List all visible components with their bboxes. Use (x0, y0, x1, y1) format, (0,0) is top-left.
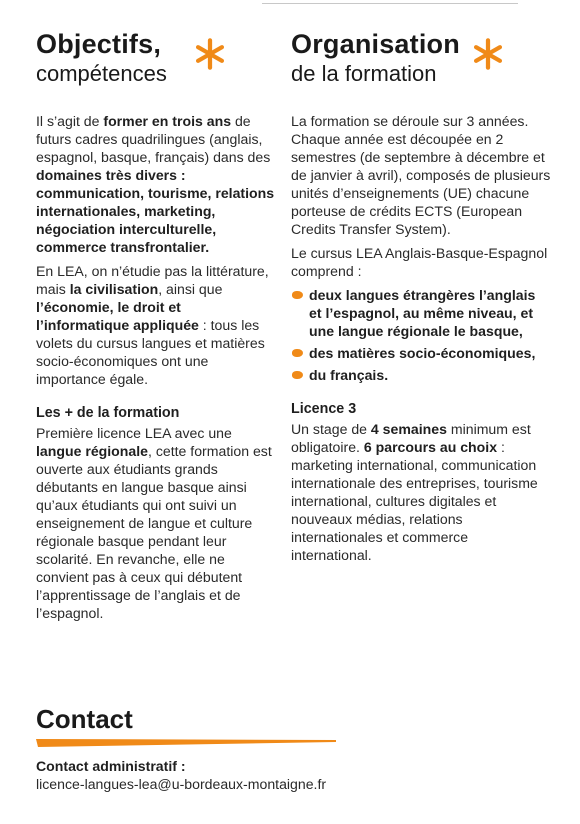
cursus-intro: Le cursus LEA Anglais-Basque-Espagnol comprend : (291, 245, 548, 279)
text-run: En LEA, on n’étudie pas la littérature, mais (36, 263, 269, 297)
asterisk-icon (193, 37, 227, 71)
text-run: Il s’agit de (36, 113, 104, 129)
text-run: : tous les volets du cursus langues et matières socio-économiques ont une importance égale. (36, 317, 265, 387)
text-run: : marketing international, communication internationale des entreprises, tourisme international, cultures digitales et nouveaux médias, relations internationales et commerce international. (291, 439, 538, 563)
contact-section (36, 703, 556, 793)
list-item: des matières socio-économiques, (291, 344, 551, 362)
list-item: du français. (291, 366, 551, 384)
organisation-subtitle: de la formation (291, 61, 437, 86)
cursus-list (291, 286, 551, 384)
emphasis-text: domaines très divers : communication, tourisme, relations internationales, marketing, négociation interculturelle, commerce transfrontalier. (36, 167, 275, 255)
emphasis-text: former en trois ans (103, 113, 232, 129)
objectifs-title: Objectifs, (36, 29, 162, 59)
organisation-title: Organisation (291, 29, 460, 59)
text-run: minimum est obligatoire. (291, 421, 531, 455)
emphasis-text: 6 parcours au choix (363, 439, 498, 455)
contact-label: Contact administratif : (36, 758, 186, 774)
text-run: , cette formation est ouverte aux étudiants grands débutants en langue basque ainsi qu’aux étudiants qui ont suivi un enseignement de langue et culture régionale basque pendant leur scolarité. En revanche, elle ne convient pas à ceux qui débutent l’apprentissage de l’anglais et de l’espagnol. (36, 443, 272, 621)
emphasis-text: l’économie, le droit et l’informatique appliquée (36, 299, 199, 333)
bullet-icon (292, 349, 303, 357)
contact-email[interactable]: licence-langues-lea@u-bordeaux-montaigne.fr (36, 776, 327, 792)
text-run: Un stage de (291, 421, 371, 437)
licence-text (291, 420, 551, 564)
emphasis-text: la civilisation (69, 281, 159, 297)
emphasis-text: langue régionale (36, 443, 148, 459)
top-rule (262, 0, 518, 4)
objectifs-column (36, 28, 276, 628)
emphasis-text: 4 semaines (370, 421, 447, 437)
objectifs-lea (36, 262, 276, 388)
objectifs-intro (36, 112, 276, 256)
organisation-column (291, 28, 551, 570)
bullet-icon (292, 371, 303, 379)
swoosh-underline (36, 737, 336, 747)
bullet-icon (292, 291, 303, 299)
asterisk-icon (471, 37, 505, 71)
list-item: deux langues étrangères l’anglais et l’espagnol, au même niveau, et une langue régionale le basque, (291, 286, 551, 340)
plus-text (36, 424, 276, 622)
contact-title: Contact (36, 704, 133, 734)
organisation-text: La formation se déroule sur 3 années. Chaque année est découpée en 2 semestres (de septembre à décembre et de janvier à avril), composés de plusieurs unités d’enseignements (UE) chacune porteuse de crédits ECTS (European Credits Transfer System). (291, 113, 551, 237)
organisation-heading (291, 28, 551, 94)
text-run: Première licence LEA avec une (36, 425, 232, 441)
licence-heading: Licence 3 (291, 401, 357, 417)
text-run: de futurs cadres quadrilingues (anglais, espagnol, basque, français) dans des (36, 113, 271, 165)
objectifs-subtitle: compétences (36, 61, 167, 86)
text-run: , ainsi que (158, 281, 223, 297)
plus-heading: Les + de la formation (36, 405, 180, 421)
objectifs-heading (36, 28, 276, 94)
